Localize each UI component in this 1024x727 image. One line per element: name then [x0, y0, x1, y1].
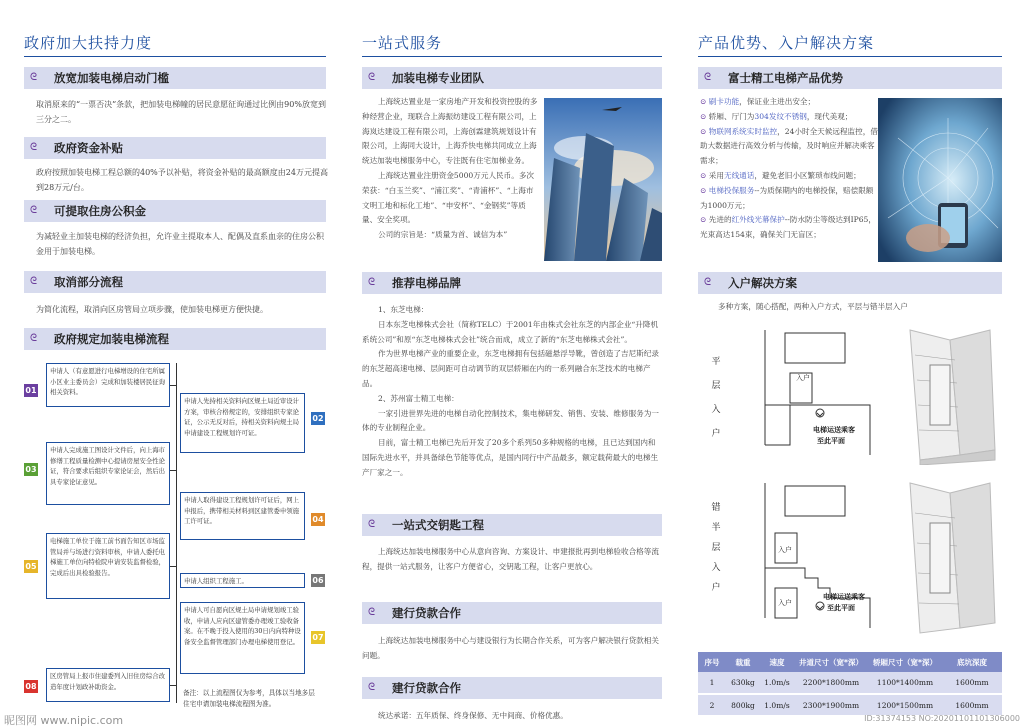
table-header: 底坑深度 — [942, 652, 1002, 672]
section-header — [698, 67, 1002, 89]
section-text: 为简化流程，取消向区房管局立项步骤，使加装电梯更方便快捷。 — [36, 305, 268, 314]
advantage-text: 轿厢、厅门为 — [708, 111, 755, 121]
table-cell: 800kg — [726, 694, 760, 716]
column-product-advantages — [680, 0, 1024, 727]
advantage-text: --防水防尘等级达到IP65，光束高达154束，确保关门无盲区； — [700, 215, 876, 240]
brand-toshiba-tech: 作为世界电梯产业的重要企业，东芝电梯拥有包括磁悬浮导靴，曾创造了吉尼斯纪录的东芝超高速电梯、层间距可自动调节的双层轿厢在内的一系列融合东芝技术的电梯产品。 — [362, 349, 659, 388]
flow-step-02: 申请人先持相关资料向区规土局近审设计方案，审核合格规定的，安排组织专家论证，公示无反对后，持相关资料向规土局申请建设工程规划许可证。 — [180, 393, 305, 453]
column-title: 一站式服务 — [362, 34, 443, 52]
bullet-icon: ⊙ — [700, 185, 707, 195]
section-title: 可提取住房公积金 — [54, 204, 146, 218]
flow-step-04: 申请人取得建设工程规划许可证后，网上申报后，携带相关材料到区建管委申领施工许可证。 — [180, 492, 305, 540]
flow-number-02: 02 — [312, 414, 324, 423]
advantage-text: 先进的 — [708, 215, 732, 225]
diagram-caption — [813, 425, 855, 447]
brand-fuji-products: 目前，富士精工电梯已先后开发了20多个系列50多种规格的电梯，且已达到国内和国际先进水平，并具备绿色节能等优点，是国内同行中产品最多，额定载荷最大的电梯生产厂家之一。 — [362, 438, 659, 477]
bullet-icon: ⊙ — [700, 111, 707, 121]
section-arrow-icon: ᘓ — [368, 607, 376, 618]
table-header: 井道尺寸（宽*深） — [794, 652, 868, 672]
section-title: 政府资金补贴 — [54, 141, 123, 155]
advantage-text: ，避免老旧小区繁琐布线问题； — [754, 170, 861, 180]
loan-text: 上海统达加装电梯服务中心与建设银行为长期合作关系，可为客户解决银行贷款相关问题。 — [362, 636, 659, 660]
section-title: 一站式交钥匙工程 — [392, 518, 484, 532]
diagram-caption — [823, 592, 865, 614]
bullet-icon: ⊙ — [700, 97, 707, 106]
connector — [170, 685, 176, 686]
advantage-text: ，保证业主进出安全； — [739, 97, 816, 106]
caption-line: 至此平面 — [817, 437, 845, 445]
flow-number-05: 05 — [25, 562, 37, 571]
door-label: 入户 — [778, 599, 792, 607]
section-title: 入户解决方案 — [728, 276, 797, 290]
section-arrow-icon: ᘓ — [30, 72, 38, 83]
table-cell: 2300*1900mm — [794, 694, 868, 716]
table-header: 序号 — [698, 652, 726, 672]
section-title: 政府规定加装电梯流程 — [54, 332, 169, 346]
section-header — [24, 67, 326, 89]
flow-step-08: 区房管局上报市住建委列入旧住房综合改造年度计划政补助资金。 — [46, 668, 170, 702]
caption-line: 电梯运送乘客 — [823, 593, 865, 601]
advantage-highlight: 红外线光幕保护 — [731, 215, 785, 225]
brand-text — [362, 303, 662, 481]
flow-step-03: 申请人完成施工图设计文件后，向上海市修缮工程质量检测中心提请房屋安全性论证，符合要求后组织专家论证会，然后出具专家论证意见。 — [46, 442, 170, 505]
advantage-item — [700, 125, 878, 169]
column-title: 产品优势、入户解决方案 — [698, 34, 875, 52]
connector — [170, 566, 176, 567]
advantage-text: --为质保期内的电梯投保，赔偿限额为1000万元； — [700, 185, 874, 210]
flow-number-08: 08 — [25, 682, 37, 691]
section-text: 政府按照加装电梯工程总额的40%予以补贴，将资金补贴的最高额度由24万元提高到28万元/台。 — [36, 168, 328, 192]
section-arrow-icon: ᘓ — [704, 72, 712, 83]
column-government-support — [0, 0, 340, 727]
advantage-item — [700, 169, 878, 184]
bullet-icon: ⊙ — [700, 126, 707, 136]
table-cell: 2200*1800mm — [794, 672, 868, 694]
table-header: 载重 — [726, 652, 760, 672]
advantage-highlight: 刷卡功能 — [708, 97, 740, 106]
table-cell: 2 — [698, 694, 726, 716]
section-header — [24, 271, 326, 293]
section-title: 取消部分流程 — [54, 275, 123, 289]
table-cell: 1.0m/s — [760, 672, 794, 694]
section-header — [362, 677, 662, 699]
brand-toshiba-intro: 日本东芝电梯株式会社（简称TELC）于2001年由株式会社东芝的内部企业“升降机系统公司”和原“东芝电梯株式会社”统合而成，成立了新的“东芝电梯株式会社”。 — [362, 319, 659, 344]
flow-number-03: 03 — [25, 465, 37, 474]
table-header-row — [698, 652, 1002, 672]
section-text: 取消原来的“一票否决”条款，把加装电梯幢的居民意愿征询通过比例由90%放宽到三分之二。 — [36, 100, 326, 124]
bullet-icon: ⊙ — [700, 170, 707, 180]
section-arrow-icon: ᘓ — [30, 276, 38, 287]
section-header — [362, 272, 662, 294]
column-title: 政府加大扶持力度 — [24, 34, 153, 52]
section-header — [362, 514, 662, 536]
section-title: 建行贷款合作 — [392, 681, 461, 695]
watermark-right: ID:31374153 NO:20201101101306000 — [864, 714, 1020, 723]
flow-step-07: 申请人可自愿向区规土局申请规划竣工验收，申请人应向区建管委办理竣工验收备案。在不晚于投入使用的30日内向特种设备安全监督管理部门办理电梯使用登记。 — [180, 602, 305, 674]
section-title: 放宽加装电梯启动门槛 — [54, 71, 169, 85]
table-cell: 1200*1500mm — [868, 694, 942, 716]
brand-fuji-intro: 一家引进世界先进的电梯自动化控制技术，集电梯研发、销售、安装、维修服务为一体的专业制程企业。 — [362, 408, 659, 433]
advantage-text: ，现代美观； — [806, 111, 853, 121]
section-header — [698, 272, 1002, 294]
connector — [170, 470, 176, 471]
promise-text: 统达承诺：五年质保、终身保修、无中间商、价格优惠。 — [378, 711, 568, 720]
team-text — [362, 95, 538, 243]
flow-number-07: 07 — [312, 633, 324, 642]
table-row — [698, 694, 1002, 716]
section-text — [362, 709, 662, 724]
title-divider — [698, 56, 1002, 57]
section-header — [362, 602, 662, 624]
section-text — [362, 634, 662, 664]
section-header — [24, 328, 326, 350]
diagram-label: 错半层入户 — [711, 503, 721, 593]
connector — [170, 385, 176, 386]
flow-step-01: 申请人（有意愿进行电梯增设的住宅所属小区业主委员会）完成和加装楼居民征询相关资料。 — [46, 363, 170, 407]
advantage-text: ，24小时全天候远程监控，借助大数据进行高效分析与传输，及时响应并解决乘客需求； — [700, 126, 878, 166]
section-arrow-icon: ᘓ — [368, 277, 376, 288]
table-cell: 1600mm — [942, 694, 1002, 716]
table-header: 轿厢尺寸（宽*深） — [868, 652, 942, 672]
skyscraper-image — [544, 98, 662, 261]
section-text — [362, 545, 662, 575]
advantage-item — [700, 110, 878, 125]
team-intro: 上海统达置业是一家房地产开发和投资控股的多种经营企业，现联合上海振纺建设工程有限公司，上海岚达建设工程有限公司，上海创霖建筑规划设计有限公司，上海同大设计，上海乔快电梯共同成立上海统达加装电梯服务中心，专注既有住宅加梯业务。 — [362, 97, 538, 166]
section-header — [24, 200, 326, 222]
advantage-highlight: 物联网系统实时监控 — [708, 126, 778, 136]
spec-table — [698, 652, 1002, 717]
advantage-highlight: 无线通话 — [723, 170, 755, 180]
advantage-item — [700, 95, 878, 110]
section-text: 为减轻业主加装电梯的经济负担，允许业主提取本人、配偶及直系血亲的住房公积金用于加装电梯。 — [36, 232, 324, 256]
brand-toshiba: 1、东芝电梯： — [378, 305, 429, 314]
column-one-stop-service — [340, 0, 680, 727]
door-label: 入户 — [778, 546, 792, 554]
caption-line: 电梯运送乘客 — [813, 426, 855, 434]
section-arrow-icon: ᘓ — [704, 277, 712, 288]
section-header — [24, 137, 326, 159]
caption-line: 至此平面 — [827, 604, 855, 612]
section-title: 加装电梯专业团队 — [392, 71, 484, 85]
table-cell: 1 — [698, 672, 726, 694]
table-cell: 1100*1400mm — [868, 672, 942, 694]
table-cell: 1.0m/s — [760, 694, 794, 716]
table-cell: 630kg — [726, 672, 760, 694]
flow-note: 备注：以上流程图仅为参考，具体以当地多层住宅申请加装电梯流程图为准。 — [180, 686, 320, 708]
door-label: 入户 — [796, 374, 810, 382]
watermark-left: 昵图网 www.nipic.com — [4, 714, 124, 727]
split-entry-drawing — [760, 478, 1010, 638]
diagram-label: 平层入户 — [711, 357, 721, 439]
turnkey-text: 上海统达加装电梯服务中心从意向咨询、方案设计、申建报批再到电梯验收合格等流程，提供一站式服务，让客户方便省心，交钥匙工程，让客户更放心。 — [362, 547, 659, 571]
flat-entry-drawing — [760, 325, 1010, 465]
smart-tech-image — [878, 98, 1002, 262]
section-title: 推荐电梯品牌 — [392, 276, 461, 290]
flow-step-05: 电梯施工单位于施工前书面告知区市场监管局并与场进行资料审核，申请人委托电梯施工单位向特检院申请安装监督检验，完成后出具检验报告。 — [46, 533, 170, 599]
advantage-item — [700, 184, 878, 214]
advantage-text: 采用 — [708, 170, 724, 180]
advantage-highlight: 304发纹不锈钢 — [754, 111, 807, 121]
flow-spine — [176, 363, 177, 703]
section-header — [362, 67, 662, 89]
team-awards: 上海统达置业注册资金5000万元人民币。多次荣获：“白玉兰奖”、“浦江奖”、“青浦杯”、“上海市文明工地和标化工地”、“申安杯”、“金钢奖”等质量、安全奖项。 — [362, 170, 535, 225]
section-arrow-icon: ᘓ — [30, 142, 38, 153]
flow-number-01: 01 — [25, 386, 37, 395]
table-row — [698, 672, 1002, 694]
flow-number-06: 06 — [312, 576, 324, 585]
advantage-highlight: 电梯投保服务 — [708, 185, 755, 195]
solution-text: 多种方案，随心搭配，两种入户方式，平层与错半层入户 — [718, 302, 908, 311]
section-arrow-icon: ᘓ — [30, 205, 38, 216]
section-title: 富士精工电梯产品优势 — [728, 71, 843, 85]
title-divider — [362, 56, 662, 57]
section-arrow-icon: ᘓ — [368, 519, 376, 530]
brand-fuji: 2、苏州富士精工电梯： — [378, 393, 459, 403]
title-divider — [24, 56, 326, 57]
table-header: 速度 — [760, 652, 794, 672]
flow-step-06: 申请人组织工程施工。 — [180, 573, 305, 588]
section-arrow-icon: ᘓ — [368, 72, 376, 83]
section-arrow-icon: ᘓ — [368, 682, 376, 693]
bullet-icon: ⊙ — [700, 215, 707, 225]
advantage-list — [700, 95, 878, 243]
team-motto: 公司的宗旨是：“质量为首、诚信为本” — [378, 230, 508, 240]
section-arrow-icon: ᘓ — [30, 333, 38, 344]
advantage-item — [700, 213, 878, 243]
table-cell: 1600mm — [942, 672, 1002, 694]
section-title: 建行贷款合作 — [392, 606, 461, 620]
flow-number-04: 04 — [312, 515, 324, 524]
